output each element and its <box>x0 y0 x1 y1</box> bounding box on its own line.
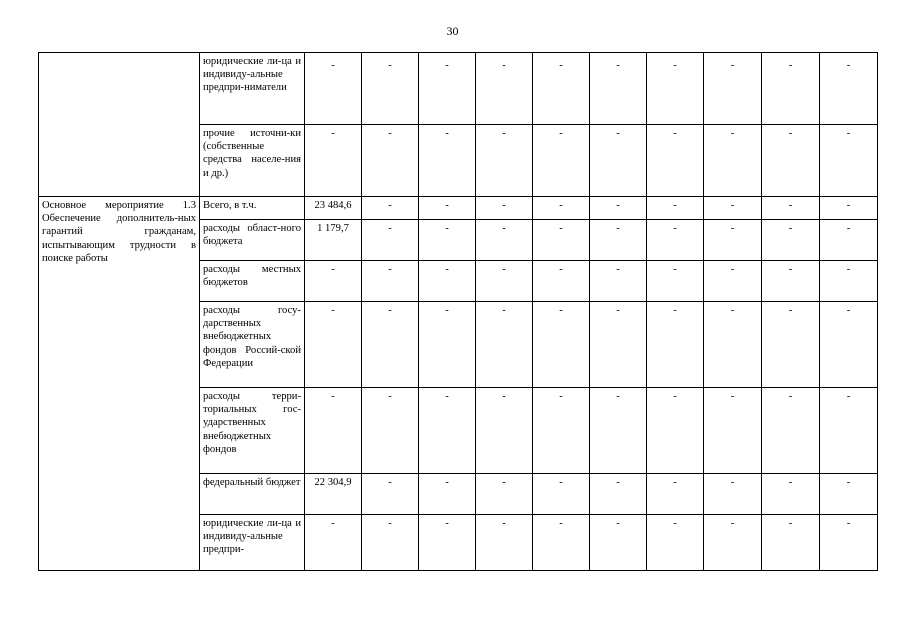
value-cell: - <box>762 197 820 220</box>
value-cell: - <box>820 53 878 125</box>
funding-source-cell: расходы област-ного бюджета <box>200 220 305 261</box>
funding-source-cell: федеральный бюджет <box>200 474 305 515</box>
value-cell: - <box>762 302 820 388</box>
funding-source-cell: Всего, в т.ч. <box>200 197 305 220</box>
value-cell: - <box>476 474 533 515</box>
value-cell: - <box>762 515 820 571</box>
value-cell: - <box>419 388 476 474</box>
value-cell: - <box>533 474 590 515</box>
value-cell: - <box>419 125 476 197</box>
value-cell: - <box>419 261 476 302</box>
value-cell: - <box>704 302 762 388</box>
value-cell: - <box>820 388 878 474</box>
value-cell: - <box>533 220 590 261</box>
value-cell: - <box>820 515 878 571</box>
value-cell: - <box>476 261 533 302</box>
value-cell: - <box>305 515 362 571</box>
funding-source-cell: юридические ли-ца и индивиду-альные предпри- <box>200 515 305 571</box>
value-cell: - <box>647 125 704 197</box>
funding-source-cell: прочие источни-ки (собственные средства населе-ния и др.) <box>200 125 305 197</box>
value-cell: - <box>820 302 878 388</box>
value-cell: - <box>762 474 820 515</box>
value-cell: - <box>647 388 704 474</box>
value-cell: - <box>305 261 362 302</box>
value-cell: - <box>419 197 476 220</box>
value-cell: - <box>533 53 590 125</box>
value-cell: - <box>762 261 820 302</box>
value-cell: - <box>362 474 419 515</box>
value-cell: - <box>305 302 362 388</box>
value-cell: - <box>476 302 533 388</box>
value-cell: - <box>704 197 762 220</box>
value-cell: - <box>476 197 533 220</box>
value-cell: - <box>362 515 419 571</box>
value-cell: - <box>476 515 533 571</box>
value-cell: 22 304,9 <box>305 474 362 515</box>
value-cell: - <box>419 515 476 571</box>
value-cell: - <box>647 474 704 515</box>
value-cell: - <box>419 53 476 125</box>
value-cell: - <box>704 220 762 261</box>
value-cell: - <box>590 125 647 197</box>
value-cell: - <box>533 388 590 474</box>
program-cell: Основное мероприятие 1.3 Обеспечение дополнитель-ных гарантий гражданам, испытывающим трудности в поиске работы <box>39 197 200 571</box>
value-cell: - <box>476 220 533 261</box>
value-cell: - <box>476 53 533 125</box>
value-cell: - <box>590 53 647 125</box>
value-cell: - <box>419 220 476 261</box>
value-cell: - <box>647 220 704 261</box>
value-cell: - <box>305 388 362 474</box>
value-cell: 23 484,6 <box>305 197 362 220</box>
value-cell: - <box>362 53 419 125</box>
value-cell: - <box>533 302 590 388</box>
value-cell: - <box>647 261 704 302</box>
value-cell: - <box>590 474 647 515</box>
table-row <box>39 197 878 220</box>
value-cell: - <box>647 302 704 388</box>
value-cell: - <box>476 125 533 197</box>
program-cell <box>39 53 200 197</box>
value-cell: - <box>590 197 647 220</box>
value-cell: - <box>419 474 476 515</box>
value-cell: - <box>533 261 590 302</box>
value-cell: - <box>762 125 820 197</box>
value-cell: - <box>762 53 820 125</box>
value-cell: - <box>704 515 762 571</box>
value-cell: - <box>590 388 647 474</box>
value-cell: - <box>704 388 762 474</box>
value-cell: - <box>362 220 419 261</box>
value-cell: - <box>590 302 647 388</box>
value-cell: - <box>305 53 362 125</box>
value-cell: - <box>362 125 419 197</box>
value-cell: - <box>590 261 647 302</box>
value-cell: - <box>704 474 762 515</box>
page-number: 30 <box>446 24 459 38</box>
funding-source-cell: расходы местных бюджетов <box>200 261 305 302</box>
funding-source-cell: расходы госу-дарственных внебюджетных фондов Россий-ской Федерации <box>200 302 305 388</box>
value-cell: - <box>647 515 704 571</box>
value-cell: - <box>590 220 647 261</box>
value-cell: - <box>362 261 419 302</box>
value-cell: - <box>362 197 419 220</box>
value-cell: - <box>820 474 878 515</box>
funding-source-cell: расходы терри-ториальных гос-ударственных внебюджетных фондов <box>200 388 305 474</box>
value-cell: - <box>820 261 878 302</box>
value-cell: - <box>704 53 762 125</box>
value-cell: - <box>704 261 762 302</box>
value-cell: - <box>533 515 590 571</box>
value-cell: - <box>647 197 704 220</box>
value-cell: - <box>533 125 590 197</box>
value-cell: - <box>476 388 533 474</box>
value-cell: - <box>704 125 762 197</box>
value-cell: - <box>419 302 476 388</box>
value-cell: - <box>762 220 820 261</box>
value-cell: - <box>820 125 878 197</box>
value-cell: - <box>362 388 419 474</box>
table-row <box>39 53 878 125</box>
budget-table <box>38 52 878 571</box>
value-cell: - <box>820 220 878 261</box>
value-cell: - <box>590 515 647 571</box>
funding-source-cell: юридические ли-ца и индивиду-альные предпри-ниматели <box>200 53 305 125</box>
value-cell: 1 179,7 <box>305 220 362 261</box>
value-cell: - <box>647 53 704 125</box>
value-cell: - <box>362 302 419 388</box>
value-cell: - <box>533 197 590 220</box>
value-cell: - <box>762 388 820 474</box>
value-cell: - <box>305 125 362 197</box>
value-cell: - <box>820 197 878 220</box>
